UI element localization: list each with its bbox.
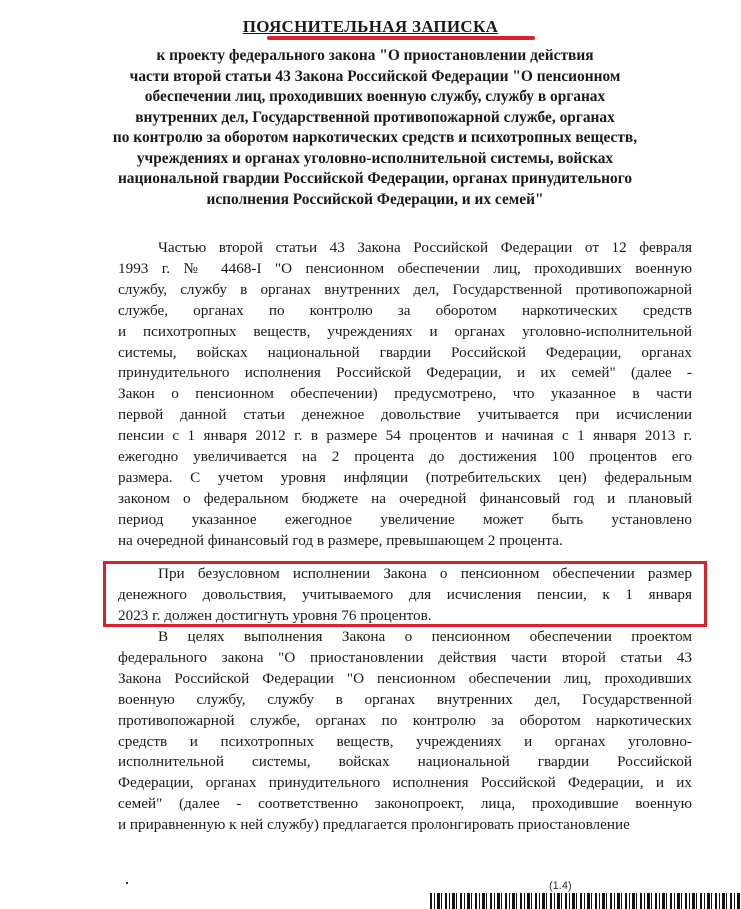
text-line: период указанное ежегодное увеличение может быть установлено [118, 510, 692, 528]
text-line: на очередной финансовый год в размере, превышающем 2 процента. [118, 531, 563, 549]
text-line: обеспечении лиц, проходивших военную службу, службу в органах [144, 88, 606, 105]
text-line: исполнительной системы, войсках национальной гвардии Российской [118, 753, 692, 771]
document-subtitle [95, 46, 655, 210]
title-red-underline [267, 36, 535, 40]
paragraph-1 [118, 238, 692, 552]
text-line: средств и психотропных веществ, учреждениях и органах уголовно- [118, 732, 692, 750]
text-line: и приравненную к ней службу) предлагается пролонгировать приостановление [118, 816, 630, 834]
text-line: исполнения Российской Федерации, и их семей" [206, 190, 544, 208]
scan-speck [126, 882, 128, 884]
red-highlight-box [103, 561, 707, 627]
text-line: службе, органах по контролю за оборотом наркотических средств [118, 301, 692, 319]
text-line: внутренних дел, Государственной противопожарной службе, органах [135, 108, 615, 126]
text-line: части второй статьи 43 Закона Российской Федерации "О пенсионном [129, 67, 621, 85]
text-line: и психотропных веществ, учреждениях и органах уголовно-исполнительной [118, 322, 692, 340]
text-line: национальной гвардии Российской Федерации, органах принудительного [117, 170, 633, 187]
text-line: 2023 г. должен достигнуть уровня 76 процентов. [118, 606, 432, 624]
text-line: Федерации, органах принудительного исполнения Российской Федерации, и их [118, 774, 692, 792]
text-line: первой данной статьи денежное довольствие учитывается при исчислении [118, 406, 692, 424]
text-line: ежегодно увеличивается на 2 процента до достижения 100 процентов его [118, 448, 692, 466]
text-line: семей" (далее - соответственно законопроект, лица, проходившие военную [118, 795, 692, 813]
document-title: ПОЯСНИТЕЛЬНАЯ ЗАПИСКА [242, 17, 499, 36]
text-line: к проекту федерального закона "О приостановлении действия [156, 47, 594, 64]
barcode-icon [430, 893, 741, 909]
page-number: (1.4) [549, 880, 572, 892]
text-line: пенсии с 1 января 2012 г. в размере 54 процентов и начиная с 1 января 2013 г. [118, 427, 692, 445]
text-line: Закона Российской Федерации "О пенсионном обеспечении лиц, проходивших [118, 669, 692, 687]
text-line: денежного довольствия, учитываемого для исчисления пенсии, к 1 января [118, 585, 692, 603]
text-line: по контролю за оборотом наркотических средств и психотропных веществ, [112, 129, 638, 146]
text-line: учреждениях и органах уголовно-исполнительной системы, войсках [136, 149, 614, 167]
text-line: Частью второй статьи 43 Закона Российской Федерации от 12 февраля [158, 239, 692, 256]
text-line: размера. С учетом уровня инфляции (потребительских цен) федеральным [118, 468, 692, 486]
text-line: Закон о пенсионном обеспечении) предусмотрено, что указанное в части [118, 385, 692, 403]
text-line: законом о федеральном бюджете на очередной финансовый год и плановый [118, 489, 692, 507]
text-line: противопожарной службе, органах по контролю за оборотом наркотических [118, 711, 692, 729]
text-line: В целях выполнения Закона о пенсионном обеспечении проектом [158, 628, 692, 645]
text-line: При безусловном исполнении Закона о пенсионном обеспечении размер [158, 565, 692, 582]
text-line: военную службу, службу в органах внутренних дел, Государственной [118, 690, 692, 708]
text-line: 1993 г. № 4468-I "О пенсионном обеспечении лиц, проходивших военную [118, 259, 692, 277]
text-line: федерального закона "О приостановлении действия части второй статьи 43 [118, 648, 692, 666]
paragraph-3 [118, 627, 692, 836]
text-line: системы, войсках национальной гвардии Российской Федерации, органах [118, 343, 692, 361]
text-line: принудительного исполнения Российской Федерации, и их семей" (далее - [118, 364, 692, 382]
text-line: службу, службу в органах внутренних дел, Государственной противопожарной [118, 280, 692, 298]
